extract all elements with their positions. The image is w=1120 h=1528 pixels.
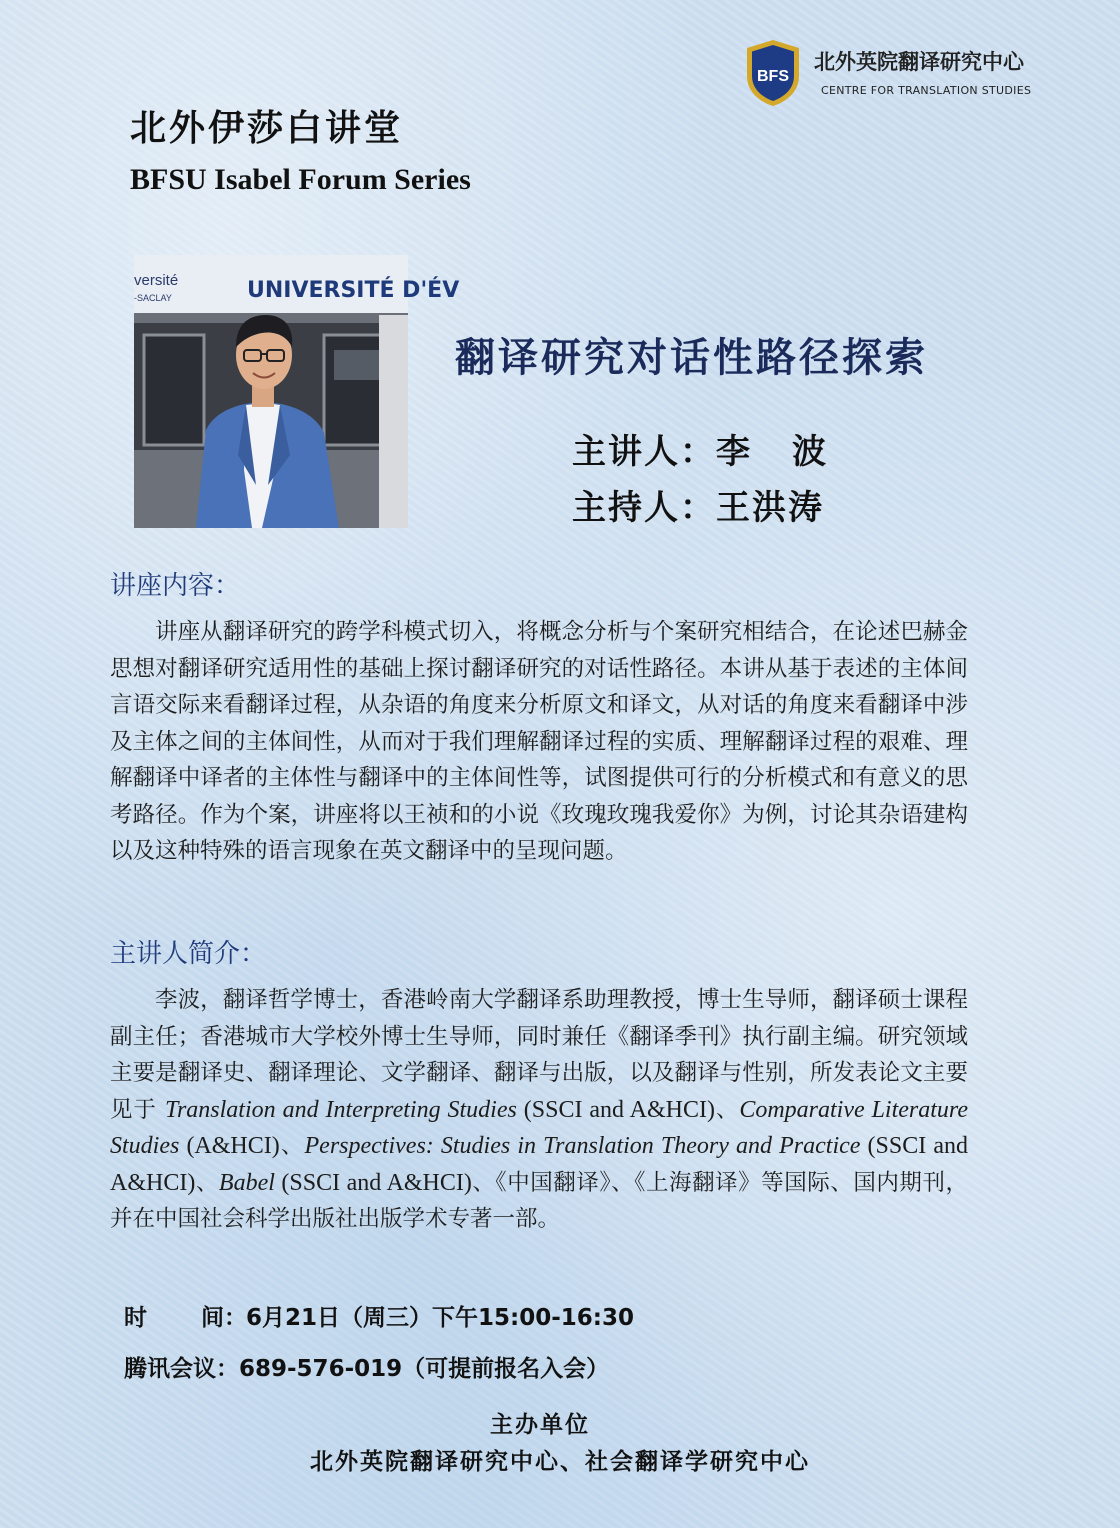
sign-left-text: versité bbox=[134, 272, 179, 289]
time-label-2: 间： bbox=[201, 1305, 247, 1331]
bio-sep-3: 、 bbox=[195, 1169, 219, 1196]
speaker-photo bbox=[134, 255, 460, 528]
series-title-cn: 北外伊莎白讲堂 bbox=[130, 107, 404, 149]
organizer-value: 北外英院翻译研究中心、社会翻译学研究中心 bbox=[310, 1448, 810, 1475]
time-line bbox=[124, 1299, 634, 1332]
sign-right-text: UNIVERSITÉ D'ÉV bbox=[247, 278, 460, 303]
speaker-label: 主讲人： bbox=[572, 432, 716, 472]
lecture-title: 翻译研究对话性路径探索 bbox=[455, 334, 928, 381]
logo-name-cn: 北外英院翻译研究中心 bbox=[814, 50, 1024, 74]
journal-4-index: (SSCI and A&HCI) bbox=[274, 1169, 472, 1196]
bio-text-1: 李波，翻译哲学博士，香港岭南大学翻译系助理教授，博士生导师，翻译硕士课程副主任；香港城市大学校外博士生导师，同时兼任《翻译季刊》执行副主编。研究领域主要是翻译史、翻译理论、文学翻译、翻译与出版，以及翻译与性别，所发表论文主要见于 bbox=[110, 987, 968, 1123]
journal-3-index: (SSCI and A&HCI) bbox=[110, 1133, 968, 1196]
journal-2: Comparative Literature Studies bbox=[110, 1096, 969, 1159]
speaker-line bbox=[572, 424, 828, 473]
speaker-name-2: 波 bbox=[792, 432, 828, 472]
content-heading: 讲座内容： bbox=[110, 571, 241, 601]
journal-2-index: (A&HCI) bbox=[179, 1133, 280, 1159]
content-paragraph: 讲座从翻译研究的跨学科模式切入，将概念分析与个案研究相结合，在论述巴赫金思想对翻译研究适用性的基础上探讨翻译研究的对话性路径。本讲从基于表述的主体间言语交际来看翻译过程，从杂语的角度来分析原文和译文，从对话的角度来看翻译中涉及主体之间的主体间性，从而对于我们理解翻译过程的实质、理解翻译过程的艰难、理解翻译中译者的主体性与翻译中的主体间性等，试图提供可行的分析模式和有意义的思考路径。作为个案，讲座将以王祯和的小说《玫瑰玫瑰我爱你》为例，讨论其杂语建构以及这种特殊的语言现象在英文翻译中的呈现问题。 bbox=[110, 619, 968, 864]
sign-left-sub: -SACLAY bbox=[134, 293, 172, 303]
bio-paragraph bbox=[110, 982, 968, 1238]
time-label-1: 时 bbox=[124, 1305, 147, 1331]
host-line bbox=[572, 480, 824, 529]
series-title-en: BFSU Isabel Forum Series bbox=[130, 163, 471, 196]
meeting-line bbox=[124, 1350, 609, 1383]
organizer-label: 主办单位 bbox=[490, 1411, 590, 1438]
meeting-label: 腾讯会议： bbox=[124, 1356, 239, 1382]
bio-sep-2: 、 bbox=[279, 1133, 305, 1159]
speaker-name-1: 李 bbox=[716, 432, 752, 472]
logo-name-en: CENTRE FOR TRANSLATION STUDIES bbox=[821, 84, 1032, 97]
journal-3: Perspectives: Studies in Translation Theory and Practice bbox=[304, 1133, 861, 1159]
journal-4: Babel bbox=[218, 1169, 275, 1196]
journal-1: Translation and Interpreting Studies bbox=[164, 1096, 517, 1123]
emblem-text: BFS bbox=[757, 68, 789, 85]
meeting-id: 689-576-019（可提前报名入会） bbox=[239, 1356, 610, 1382]
bio-heading: 主讲人简介： bbox=[110, 939, 267, 969]
host-label: 主持人： bbox=[572, 488, 716, 528]
bfs-emblem-icon bbox=[744, 38, 802, 108]
centre-logo bbox=[744, 38, 1034, 108]
time-value: 6月21日（周三）下午15:00-16:30 bbox=[246, 1305, 634, 1331]
journal-1-index: (SSCI and A&HCI) bbox=[516, 1096, 715, 1123]
bio-sep-1: 、 bbox=[714, 1096, 740, 1123]
speaker-photo-illustration bbox=[134, 255, 460, 528]
host-name: 王洪涛 bbox=[716, 488, 824, 528]
bio-text-2: 、《中国翻译》、《上海翻译》等国际、国内期刊，并在中国社会科学出版社出版学术专著一部。 bbox=[110, 1169, 968, 1232]
